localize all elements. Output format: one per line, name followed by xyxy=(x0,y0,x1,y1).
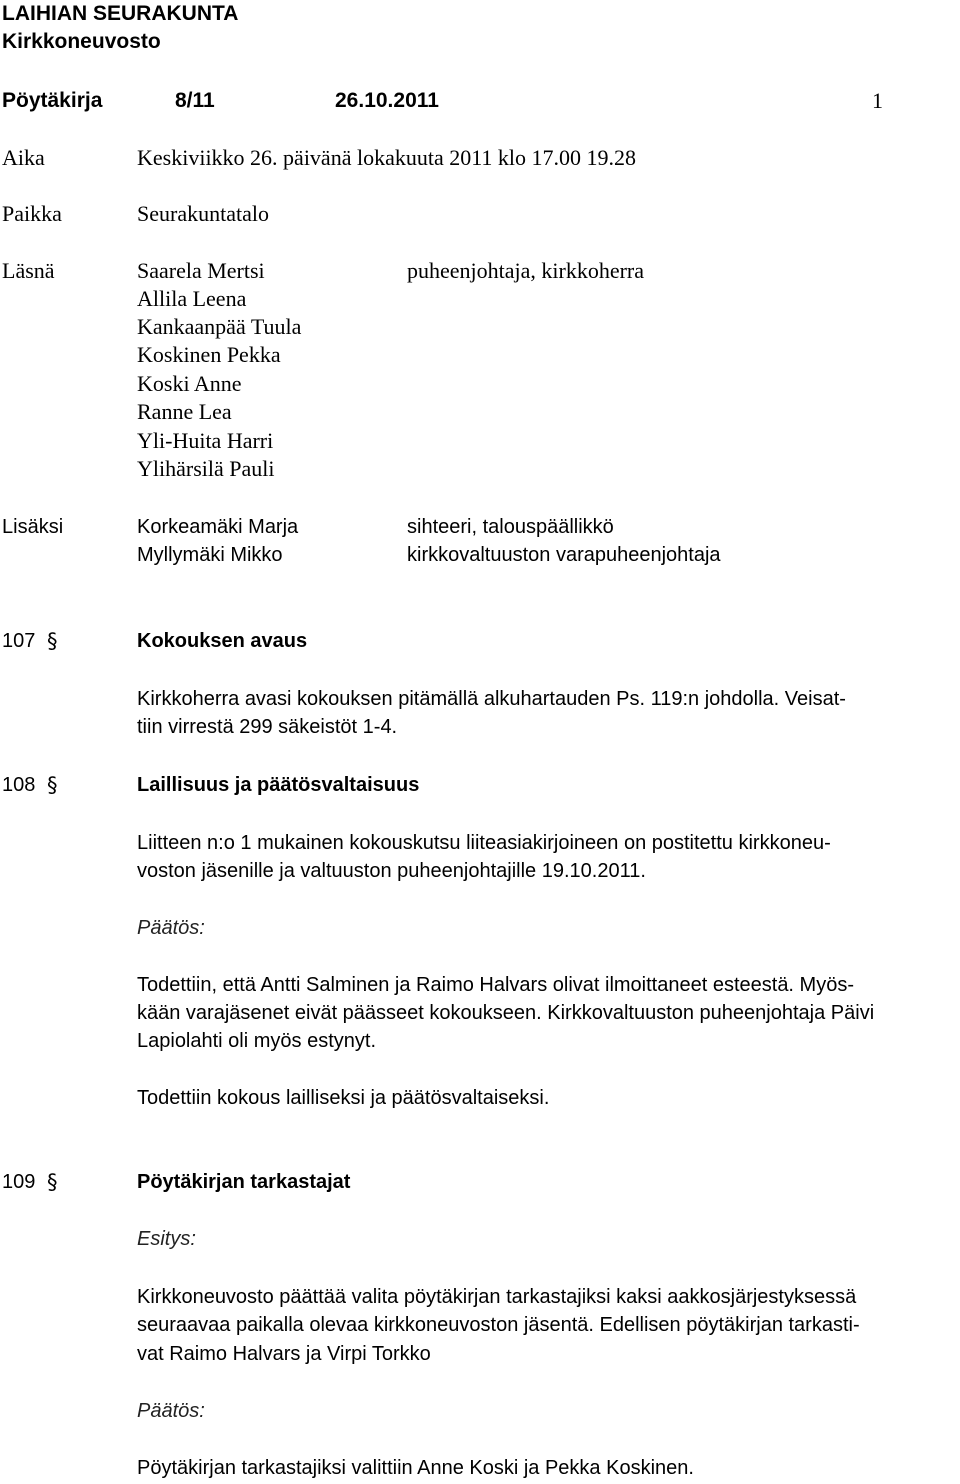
proposal-text-line: vat Raimo Halvars ja Virpi Torkko xyxy=(137,1343,431,1365)
place-label: Paikka xyxy=(2,201,62,226)
present-label: Läsnä xyxy=(2,258,55,283)
section-title: Laillisuus ja päätösvaltaisuus xyxy=(137,774,420,796)
decision-label: Päätös: xyxy=(137,1400,205,1422)
additional-role: kirkkovaltuuston varapuheenjohtaja xyxy=(407,544,721,566)
page-number: 1 xyxy=(872,88,883,113)
present-name: Saarela Mertsi xyxy=(137,258,265,283)
decision-text-line: Lapiolahti oli myös estynyt. xyxy=(137,1030,377,1052)
governing-body: Kirkkoneuvosto xyxy=(2,30,161,53)
present-name: Yli-Huita Harri xyxy=(137,428,274,453)
section-sign: § xyxy=(47,1170,58,1194)
decision-final-line: Todettiin kokous lailliseksi ja päätösvaltaiseksi. xyxy=(137,1087,550,1109)
section-number: 107 xyxy=(2,630,36,652)
proposal-label: Esitys: xyxy=(137,1228,196,1250)
present-name: Ylihärsilä Pauli xyxy=(137,456,275,481)
decision-label: Päätös: xyxy=(137,917,205,939)
present-role: puheenjohtaja, kirkkoherra xyxy=(407,258,645,283)
present-name: Ranne Lea xyxy=(137,399,232,424)
minutes-date: 26.10.2011 xyxy=(335,89,439,112)
section-text-line: Kirkkoherra avasi kokouksen pitämällä alkuhartauden Ps. 119:n johdolla. Veisat- xyxy=(137,688,846,710)
section-text-line: voston jäsenille ja valtuuston puheenjohtajille 19.10.2011. xyxy=(137,860,646,882)
decision-text-line: Todettiin, että Antti Salminen ja Raimo Halvars olivat ilmoittaneet esteestä. Myös- xyxy=(137,974,854,996)
additional-name: Myllymäki Mikko xyxy=(137,544,283,566)
present-name: Koskinen Pekka xyxy=(137,342,281,367)
section-text-line: Liitteen n:o 1 mukainen kokouskutsu liiteasiakirjoineen on postitettu kirkkoneu- xyxy=(137,832,831,854)
section-number: 109 xyxy=(2,1171,36,1193)
additional-name: Korkeamäki Marja xyxy=(137,516,299,538)
present-name: Koski Anne xyxy=(137,371,242,396)
additional-label: Lisäksi xyxy=(2,516,64,538)
minutes-label: Pöytäkirja xyxy=(2,89,103,112)
present-name: Kankaanpää Tuula xyxy=(137,314,302,339)
section-sign: § xyxy=(47,629,58,653)
proposal-text-line: seuraavaa paikalla olevaa kirkkoneuvoston jäsentä. Edellisen pöytäkirjan tarkasti- xyxy=(137,1314,860,1336)
present-name: Allila Leena xyxy=(137,286,247,311)
section-sign: § xyxy=(47,773,58,797)
time-value: Keskiviikko 26. päivänä lokakuuta 2011 klo 17.00 19.28 xyxy=(137,145,637,170)
additional-role: sihteeri, talouspäällikkö xyxy=(407,516,614,538)
time-label: Aika xyxy=(2,145,45,170)
section-title: Pöytäkirjan tarkastajat xyxy=(137,1171,351,1193)
section-title: Kokouksen avaus xyxy=(137,630,308,652)
proposal-text-line: Kirkkoneuvosto päättää valita pöytäkirjan tarkastajiksi kaksi aakkosjärjestyksessä xyxy=(137,1286,857,1308)
decision-text-line: Pöytäkirjan tarkastajiksi valittiin Anne Koski ja Pekka Koskinen. xyxy=(137,1457,694,1479)
organization-name: LAIHIAN SEURAKUNTA xyxy=(2,2,239,25)
minutes-number: 8/11 xyxy=(175,89,215,112)
decision-text-line: kään varajäsenet eivät päässeet kokoukseen. Kirkkovaltuuston puheenjohtaja Päivi xyxy=(137,1002,875,1024)
place-value: Seurakuntatalo xyxy=(137,201,269,226)
section-text-line: tiin virrestä 299 säkeistöt 1-4. xyxy=(137,716,398,738)
section-number: 108 xyxy=(2,774,36,796)
